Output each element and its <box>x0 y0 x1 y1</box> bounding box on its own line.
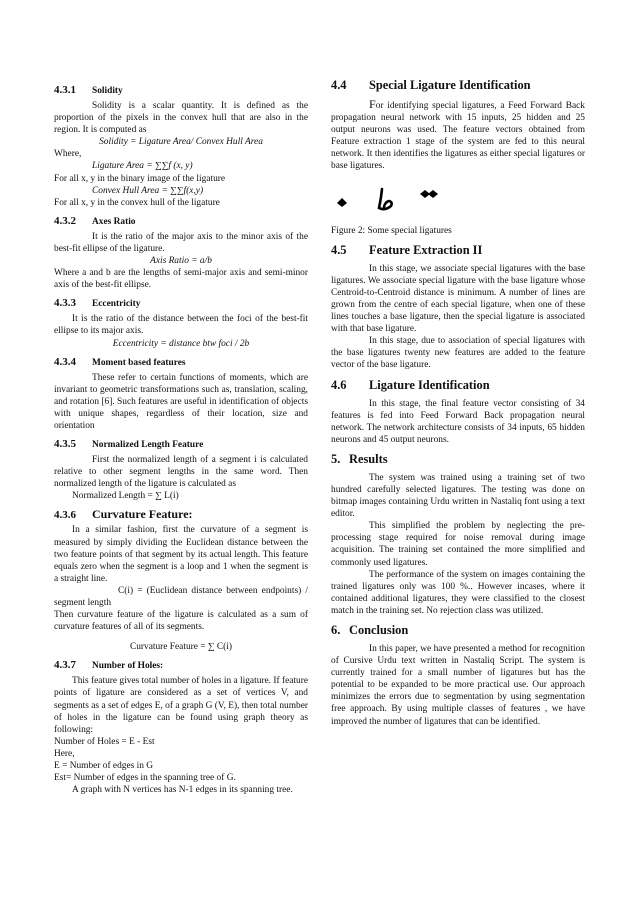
curvature-feature-equation: Curvature Feature = ∑ C(i) <box>129 642 233 653</box>
section-4-3-6-heading: 4.3.6 Curvature Feature: <box>54 507 193 522</box>
axes-ratio-explanation: Where a and b are the lengths of semi-major axis and semi-minor axis of the best-fit ellipse. <box>54 268 308 291</box>
axis-ratio-equation: Axis Ratio = a/b <box>150 256 212 267</box>
ligature-area-equation: Ligature Area = ∑∑f (x, y) <box>92 161 193 172</box>
curvature-sum-paragraph: Then curvature feature of the ligature is calculated as a sum of curvature features of all of its segments. <box>54 610 308 633</box>
double-dot-ligature-glyph <box>420 190 438 198</box>
section-4-3-5-heading: 4.3.5 Normalized Length Feature <box>54 438 204 451</box>
section-5-heading: 5. Results <box>331 451 388 466</box>
normalized-length-equation: Normalized Length = ∑ L(i) <box>72 491 179 502</box>
curvature-segment-equation: C(i) = (Euclidean distance between endpoints) / segment length <box>54 585 308 608</box>
section-4-5-heading: 4.5 Feature Extraction II <box>331 242 483 257</box>
special-ligature-paragraph: For identifying special ligatures, a Feed Forward Back propagation neural network with 15 inputs, 25 hidden and 25 output neurons was used. The feature vectors obtained from Feature extraction 1 stage of the system are fed to this neural network. It then identifies the ligatures as either special ligatures or base ligatures. <box>331 97 585 172</box>
section-4-4-heading: 4.4 Special Ligature Identification <box>331 78 531 92</box>
ligature-area-note: For all x, y in the binary image of the ligature <box>54 173 226 184</box>
convex-hull-area-equation: Convex Hull Area = ∑∑f(x,y) <box>92 185 204 196</box>
section-4-3-1-heading: 4.3.1 Solidity <box>54 84 123 96</box>
section-6-heading: 6. Conclusion <box>331 623 409 637</box>
dot-ligature-glyph <box>337 198 347 207</box>
special-ligatures-figure <box>331 181 585 219</box>
holes-equation: Number of Holes = E - Est <box>54 736 155 747</box>
convex-hull-note: For all x, y in the convex hull of the ligature <box>54 197 220 208</box>
eccentricity-paragraph: It is the ratio of the distance between the foci of the best-fit ellipse to its major axis. <box>54 314 308 337</box>
results-paragraph-1: The system was trained using a training set of two hundred carefully selected ligatures. The testing was done on bitmap images containing Urdu written in Nastaliq font using a text editor. <box>331 472 585 520</box>
feature-extraction-paragraph-2: In this stage, due to association of special ligatures with the base ligatures twenty new features are added to the feature vector of the base ligature. <box>331 336 585 371</box>
axes-ratio-paragraph: It is the ratio of the major axis to the minor axis of the best-fit ellipse of the ligature. <box>54 231 308 254</box>
results-paragraph-2: This simplified the problem by neglecting the pre-processing stage required for noise removal during image acquisition. The training set contained the more simplified and commonly used ligatures. <box>331 521 585 568</box>
where-label: Where, <box>54 149 82 160</box>
ligature-identification-paragraph: In this stage, the final feature vector consisting of 34 features is fed into Feed Forward Back propagation neural network. The network architecture consists of 34 inputs, 65 hidden neurons and 45 output neurons. <box>331 398 585 445</box>
special-ligatures-image <box>331 181 585 219</box>
left-column <box>54 78 308 796</box>
section-4-3-2-heading: 4.3.2 Axes Ratio <box>54 214 136 227</box>
solidity-paragraph: Solidity is a scalar quantity. It is defined as the proportion of the pixels in the convex hull that are also in the region. It is computed as <box>54 101 308 136</box>
edges-definition: E = Number of edges in G <box>54 761 154 772</box>
spanning-tree-paragraph: A graph with N vertices has N-1 edges in its spanning tree. <box>72 785 293 796</box>
holes-paragraph: This feature gives total number of holes in a ligature. If feature points of ligature are considered as a set of vertices V, and segments as a set of edges E, of a graph G (V, E), then total number of holes in the ligature can be found using graph theory as following: <box>54 676 308 735</box>
drop-cap: F <box>369 97 376 111</box>
section-4-6-heading: 4.6 Ligature Identification <box>331 377 490 392</box>
section-4-3-7-heading: 4.3.7 Number of Holes: <box>54 659 164 672</box>
solidity-equation: Solidity = Ligature Area/ Convex Hull Area <box>99 137 263 148</box>
figure-2-caption: Figure 2: Some special ligatures <box>331 225 452 236</box>
feature-extraction-paragraph-1: In this stage, we associate special ligatures with the base ligatures. We associate special ligature with the base ligature whose Centroid-to-Centroid distance is minimum. A number of lines are grown from the centre of each special ligature, when one of these lines touches a base ligature, then the special ligature is associated with that base ligature. <box>331 263 585 335</box>
normalized-length-paragraph: First the normalized length of a segment i is calculated relative to other segment lengths in the same word. Then normalized length of the ligature is calculated as <box>54 455 308 490</box>
spanning-tree-definition: Est= Number of edges in the spanning tree of G. <box>54 773 236 784</box>
eccentricity-equation: Eccentricity = distance btw foci / 2b <box>112 338 250 349</box>
section-4-3-3-heading: 4.3.3 Eccentricity <box>54 297 141 310</box>
results-paragraph-3: The performance of the system on images containing the trained ligatures only was 100 %.. However incases, where it contained additional ligatures, they were classified to the closest match in the training set. No rejection class was utilized. <box>331 569 585 616</box>
right-column <box>331 78 585 728</box>
section-4-3-4-heading: 4.3.4 Moment based features <box>54 355 186 368</box>
here-label: Here, <box>54 748 75 759</box>
curl-ligature-glyph <box>379 189 392 209</box>
curvature-paragraph: In a similar fashion, first the curvature of a segment is measured by simply dividing the Euclidean distance between the two feature points of that segment by its actual length. This feature equals zero when the segment is a loop and 1 when the segment is a straight line. <box>54 525 308 584</box>
moment-features-paragraph: These refer to certain functions of moments, which are invariant to geometric transformations such as, translation, scaling, and rotation [6]. Such features are useful in identification of objects with unique shapes, regardless of their location, size and orientation <box>54 372 308 431</box>
conclusion-paragraph: In this paper, we have presented a method for recognition of Cursive Urdu text written in Nastaliq Script. The system is currently trained for a small number of ligatures but has the potential to be expanded to be more practical use. Our approach minimizes the errors due to segmentation by using segmentation free approach. By using multiple classes of features , we have improved the number of ligatures that can be identified. <box>331 644 585 727</box>
